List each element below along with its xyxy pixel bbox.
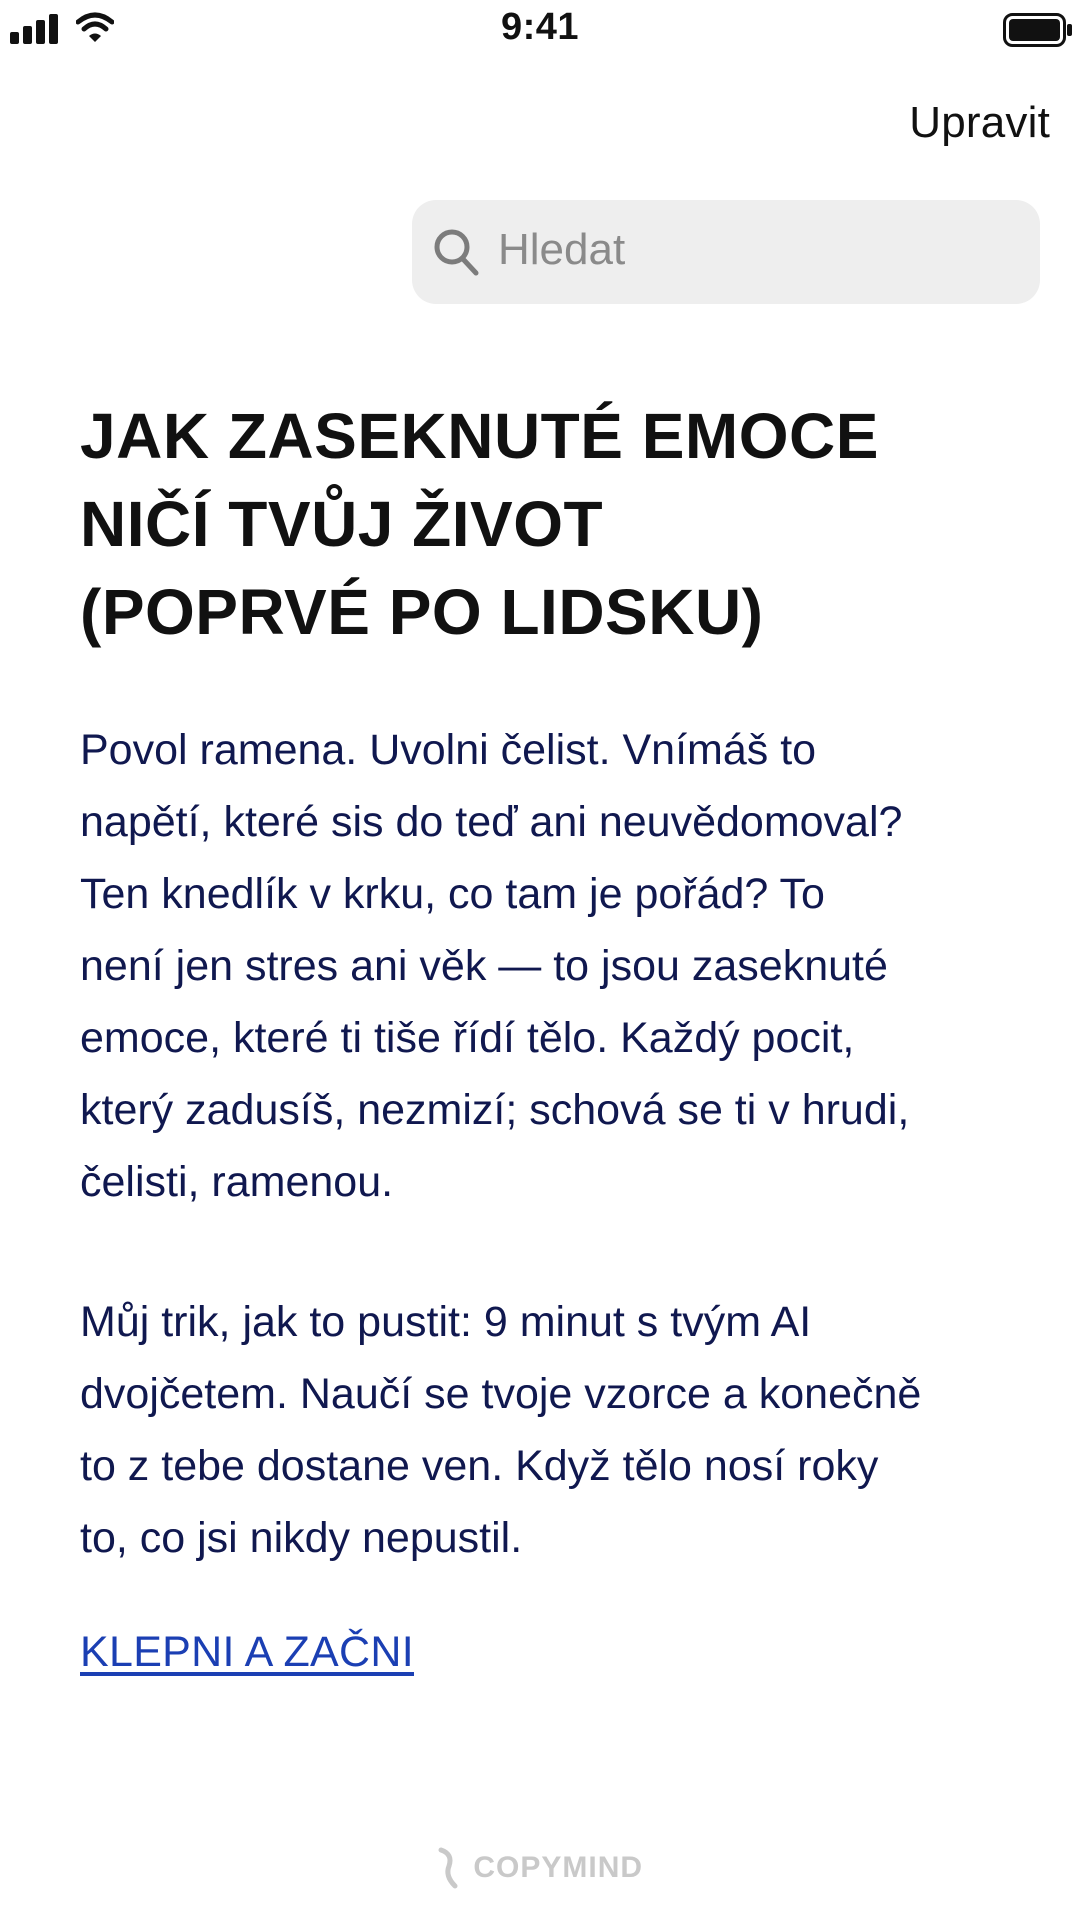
status-time: 9:41 (500, 6, 580, 48)
paragraph-spacer (80, 1218, 1010, 1286)
brand-logo-icon (437, 1846, 461, 1890)
body-line: to, co jsi nikdy nepustil. (80, 1514, 523, 1562)
search-placeholder: Hledat (498, 225, 626, 274)
search-icon (432, 226, 480, 278)
article-body (80, 714, 1010, 1574)
body-line: emoce, které ti tiše řídí tělo. Každý pocit, (80, 1014, 855, 1062)
body-line: Můj trik, jak to pustit: 9 minut s tvým AI (80, 1298, 812, 1346)
body-line: Ten knedlík v krku, co tam je pořád? To (80, 870, 825, 918)
edit-button[interactable]: Upravit (909, 98, 1050, 147)
article (80, 392, 1010, 1677)
body-line: to z tebe dostane ven. Když tělo nosí roky (80, 1442, 879, 1490)
paragraph-2 (80, 1286, 1010, 1574)
body-line: napětí, které sis do teď ani neuvědomoval? (80, 798, 903, 846)
body-line: dvojčetem. Naučí se tvoje vzorce a konečně (80, 1370, 922, 1418)
body-line: není jen stres ani věk — to jsou zaseknuté (80, 942, 888, 990)
headline-line: NIČÍ TVŮJ ŽIVOT (80, 488, 604, 560)
battery-icon (1003, 13, 1073, 47)
body-line: čelisti, ramenou. (80, 1158, 394, 1206)
search-input[interactable] (412, 200, 1040, 304)
brand-name: COPYMIND (473, 1851, 644, 1884)
body-line: Povol ramena. Uvolni čelist. Vnímáš to (80, 726, 817, 774)
brand-footer (0, 1846, 1080, 1890)
headline-line: (POPRVÉ PO LIDSKU) (80, 576, 764, 648)
headline (80, 392, 1010, 656)
headline-line: JAK ZASEKNUTÉ EMOCE (80, 400, 879, 472)
status-bar (0, 0, 1080, 60)
cta-link[interactable]: KLEPNI A ZAČNI (80, 1628, 414, 1676)
body-line: který zadusíš, nezmizí; schová se ti v hrudi, (80, 1086, 910, 1134)
paragraph-1 (80, 714, 1010, 1218)
